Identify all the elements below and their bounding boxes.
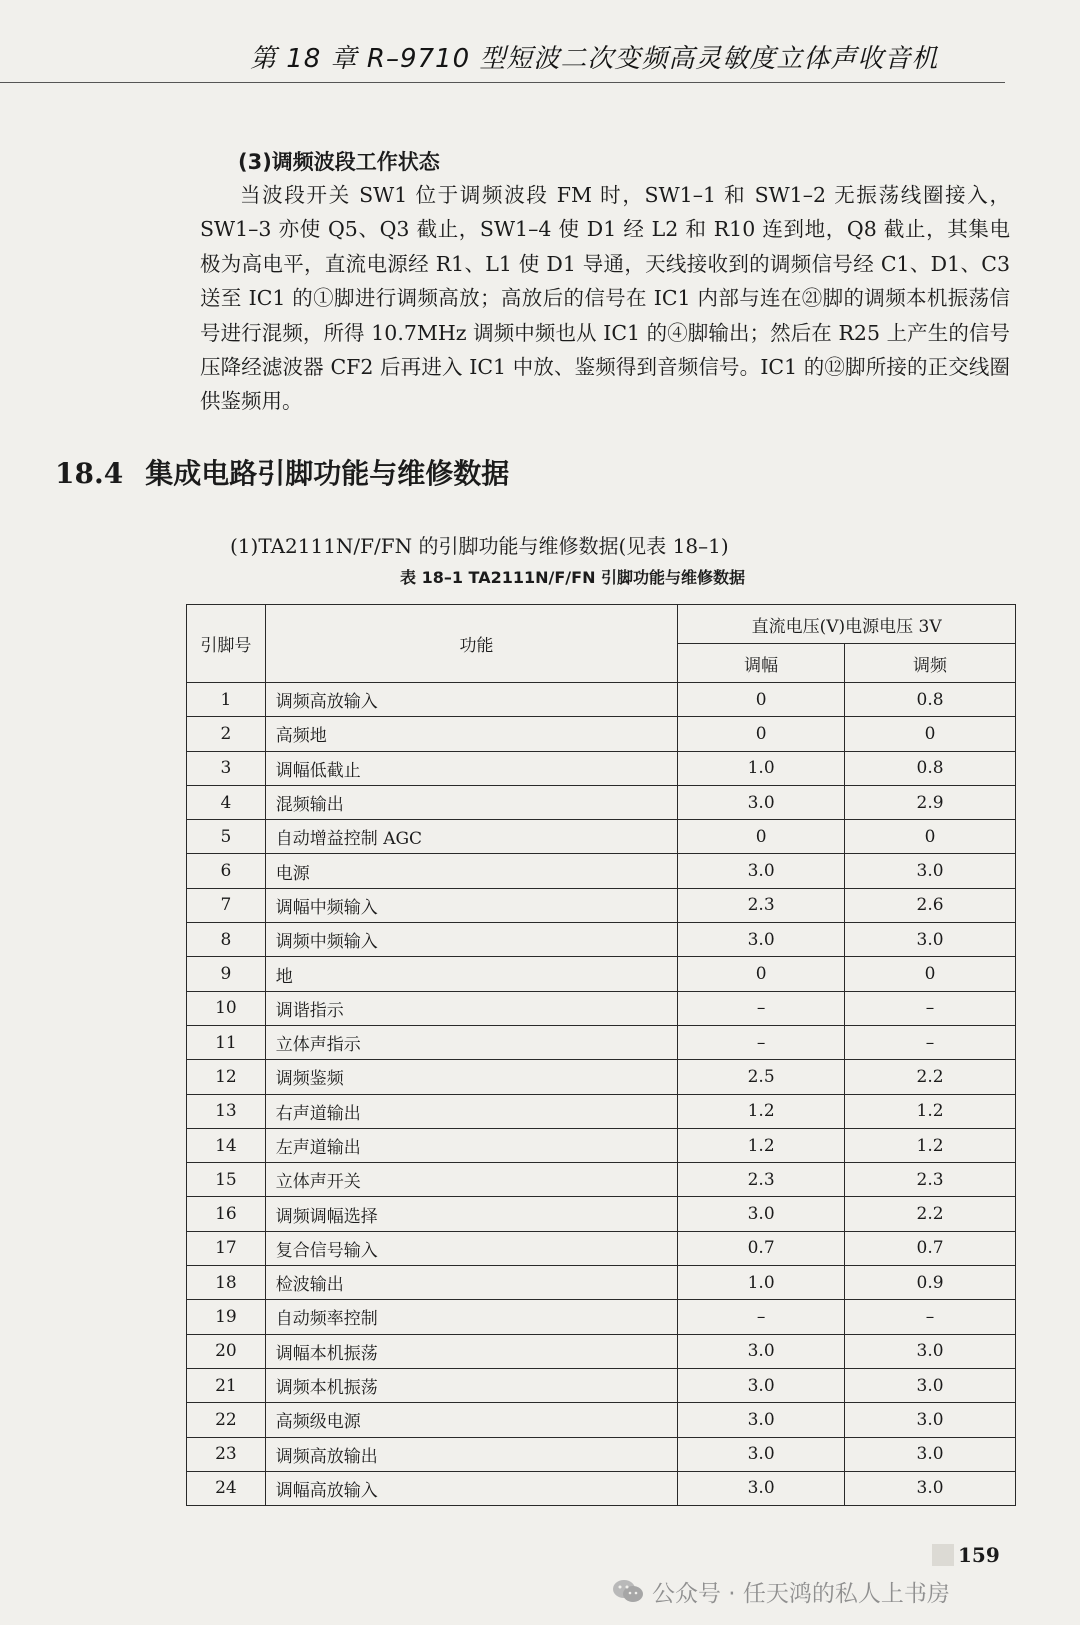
table-row [187,1094,1016,1128]
table-row [187,1163,1016,1197]
function-cell: 混频输出 [265,785,677,819]
am-voltage-cell: 0 [678,683,845,717]
function-cell: 调频中频输入 [265,923,677,957]
fm-voltage-cell: 3.0 [845,1403,1016,1437]
am-voltage-cell: – [678,1025,845,1059]
table-row [187,888,1016,922]
fm-voltage-cell: 3.0 [845,1368,1016,1402]
table-caption: 表 18–1 TA2111N/F/FN 引脚功能与维修数据 [400,568,746,587]
pin-cell: 21 [187,1368,266,1402]
header-fm: 调频 [845,644,1016,683]
fm-voltage-cell: 0 [845,820,1016,854]
table-row [187,820,1016,854]
fm-voltage-cell: 3.0 [845,854,1016,888]
function-cell: 调幅中频输入 [265,888,677,922]
section-title: 集成电路引脚功能与维修数据 [145,457,510,490]
function-cell: 调频调幅选择 [265,1197,677,1231]
table-row [187,1437,1016,1471]
pin-cell: 22 [187,1403,266,1437]
watermark-text: 公众号 · 任天鸿的私人上书房 [652,1580,950,1607]
function-cell: 自动增益控制 AGC [265,820,677,854]
function-cell: 地 [265,957,677,991]
pin-cell: 9 [187,957,266,991]
section-number: 18.4 [55,457,124,490]
fm-voltage-cell: 0 [845,957,1016,991]
header-am: 调幅 [678,644,845,683]
fm-voltage-cell: 2.3 [845,1163,1016,1197]
header-rule [0,82,1005,83]
section-heading [55,452,509,492]
function-cell: 右声道输出 [265,1094,677,1128]
am-voltage-cell: 3.0 [678,854,845,888]
fm-voltage-cell: – [845,991,1016,1025]
function-cell: 调频鉴频 [265,1060,677,1094]
table-row [187,1266,1016,1300]
table-row [187,1471,1016,1505]
am-voltage-cell: 3.0 [678,1368,845,1402]
function-cell: 立体声指示 [265,1025,677,1059]
am-voltage-cell: 1.0 [678,1266,845,1300]
running-head: 第 18 章 R–9710 型短波二次变频高灵敏度立体声收音机 [250,44,939,74]
function-cell: 调频高放输入 [265,683,677,717]
am-voltage-cell: 1.2 [678,1094,845,1128]
function-cell: 高频地 [265,717,677,751]
fm-voltage-cell: 2.6 [845,888,1016,922]
table-row [187,1231,1016,1265]
function-cell: 立体声开关 [265,1163,677,1197]
table-body [187,683,1016,1506]
fm-voltage-cell: 0.8 [845,683,1016,717]
am-voltage-cell: 3.0 [678,923,845,957]
table-row [187,1403,1016,1437]
am-voltage-cell: 0.7 [678,1231,845,1265]
function-cell: 检波输出 [265,1266,677,1300]
pin-cell: 3 [187,751,266,785]
am-voltage-cell: 3.0 [678,1197,845,1231]
pin-cell: 16 [187,1197,266,1231]
header-pin: 引脚号 [187,605,266,683]
function-cell: 调幅高放输入 [265,1471,677,1505]
am-voltage-cell: 2.5 [678,1060,845,1094]
fm-voltage-cell: 3.0 [845,1471,1016,1505]
function-cell: 调谐指示 [265,991,677,1025]
fm-voltage-cell: 3.0 [845,1437,1016,1471]
body-paragraph: 当波段开关 SW1 位于调频波段 FM 时，SW1–1 和 SW1–2 无振荡线圈接入，SW1–3 亦使 Q5、Q3 截止，SW1–4 使 D1 经 L2 和 R10 连到地，Q8 截止，其集电极为高电平，直流电源经 R1、L1 使 D1 导通，天线接收到的调频信号经 C1、D1、C3 送至 IC1 的①脚进行调频高放；高放后的信号在 IC1 内部与连在㉑脚的调频本机振荡信号进行混频，所得 10.7MHz 调频中频也从 IC1 的④脚输出；然后在 R25 上产生的信号压降经滤波器 CF2 后再进入 IC1 中放、鉴频得到音频信号。IC1 的⑫脚所接的正交线圈供鉴频用。 [200,183,1010,414]
table-row [187,1128,1016,1162]
am-voltage-cell: 3.0 [678,1403,845,1437]
table-row [187,1368,1016,1402]
fm-voltage-cell: 2.9 [845,785,1016,819]
am-voltage-cell: 2.3 [678,1163,845,1197]
pin-cell: 6 [187,854,266,888]
am-voltage-cell: – [678,1300,845,1334]
function-cell: 左声道输出 [265,1128,677,1162]
function-cell: 电源 [265,854,677,888]
fm-voltage-cell: – [845,1300,1016,1334]
table-intro: (1)TA2111N/F/FN 的引脚功能与维修数据(见表 18–1) [230,534,729,558]
am-voltage-cell: 1.2 [678,1128,845,1162]
function-cell: 调频高放输出 [265,1437,677,1471]
pin-cell: 7 [187,888,266,922]
function-cell: 高频级电源 [265,1403,677,1437]
am-voltage-cell: 0 [678,717,845,751]
pin-cell: 19 [187,1300,266,1334]
watermark [612,1574,950,1608]
table-row [187,923,1016,957]
fm-voltage-cell: 2.2 [845,1060,1016,1094]
am-voltage-cell: 2.3 [678,888,845,922]
fm-voltage-cell: 1.2 [845,1128,1016,1162]
pin-cell: 17 [187,1231,266,1265]
am-voltage-cell: 3.0 [678,1334,845,1368]
pin-cell: 10 [187,991,266,1025]
fm-voltage-cell: – [845,1025,1016,1059]
pin-cell: 13 [187,1094,266,1128]
function-cell: 调幅低截止 [265,751,677,785]
fm-voltage-cell: 0.7 [845,1231,1016,1265]
pin-cell: 24 [187,1471,266,1505]
function-cell: 调幅本机振荡 [265,1334,677,1368]
table-row [187,1060,1016,1094]
table-row [187,785,1016,819]
pin-cell: 12 [187,1060,266,1094]
am-voltage-cell: 3.0 [678,1437,845,1471]
pin-cell: 11 [187,1025,266,1059]
table-row [187,1334,1016,1368]
header-voltage: 直流电压(V)电源电压 3V [678,605,1016,644]
fm-voltage-cell: 0.8 [845,751,1016,785]
pin-cell: 20 [187,1334,266,1368]
pin-cell: 15 [187,1163,266,1197]
pin-cell: 14 [187,1128,266,1162]
table-row [187,1197,1016,1231]
fm-voltage-cell: 0.9 [845,1266,1016,1300]
table-row [187,683,1016,717]
table-row [187,717,1016,751]
table-row [187,1025,1016,1059]
pin-function-table [186,604,1016,1506]
pin-cell: 5 [187,820,266,854]
page-number: 159 [958,1543,1000,1567]
pin-cell: 8 [187,923,266,957]
am-voltage-cell: 0 [678,820,845,854]
table-row [187,854,1016,888]
fm-voltage-cell: 1.2 [845,1094,1016,1128]
fm-voltage-cell: 3.0 [845,923,1016,957]
table-row [187,957,1016,991]
table-row [187,991,1016,1025]
page-number-mark [932,1544,954,1566]
subsection-title: (3)调频波段工作状态 [238,150,440,174]
fm-voltage-cell: 3.0 [845,1334,1016,1368]
am-voltage-cell: 3.0 [678,1471,845,1505]
pin-cell: 23 [187,1437,266,1471]
function-cell: 复合信号输入 [265,1231,677,1265]
pin-cell: 4 [187,785,266,819]
am-voltage-cell: 0 [678,957,845,991]
table-row [187,1300,1016,1334]
fm-voltage-cell: 2.2 [845,1197,1016,1231]
function-cell: 自动频率控制 [265,1300,677,1334]
fm-voltage-cell: 0 [845,717,1016,751]
am-voltage-cell: – [678,991,845,1025]
pin-cell: 1 [187,683,266,717]
table-row [187,751,1016,785]
am-voltage-cell: 3.0 [678,785,845,819]
header-function: 功能 [265,605,677,683]
function-cell: 调频本机振荡 [265,1368,677,1402]
am-voltage-cell: 1.0 [678,751,845,785]
wechat-icon [612,1578,644,1604]
pin-cell: 2 [187,717,266,751]
pin-cell: 18 [187,1266,266,1300]
